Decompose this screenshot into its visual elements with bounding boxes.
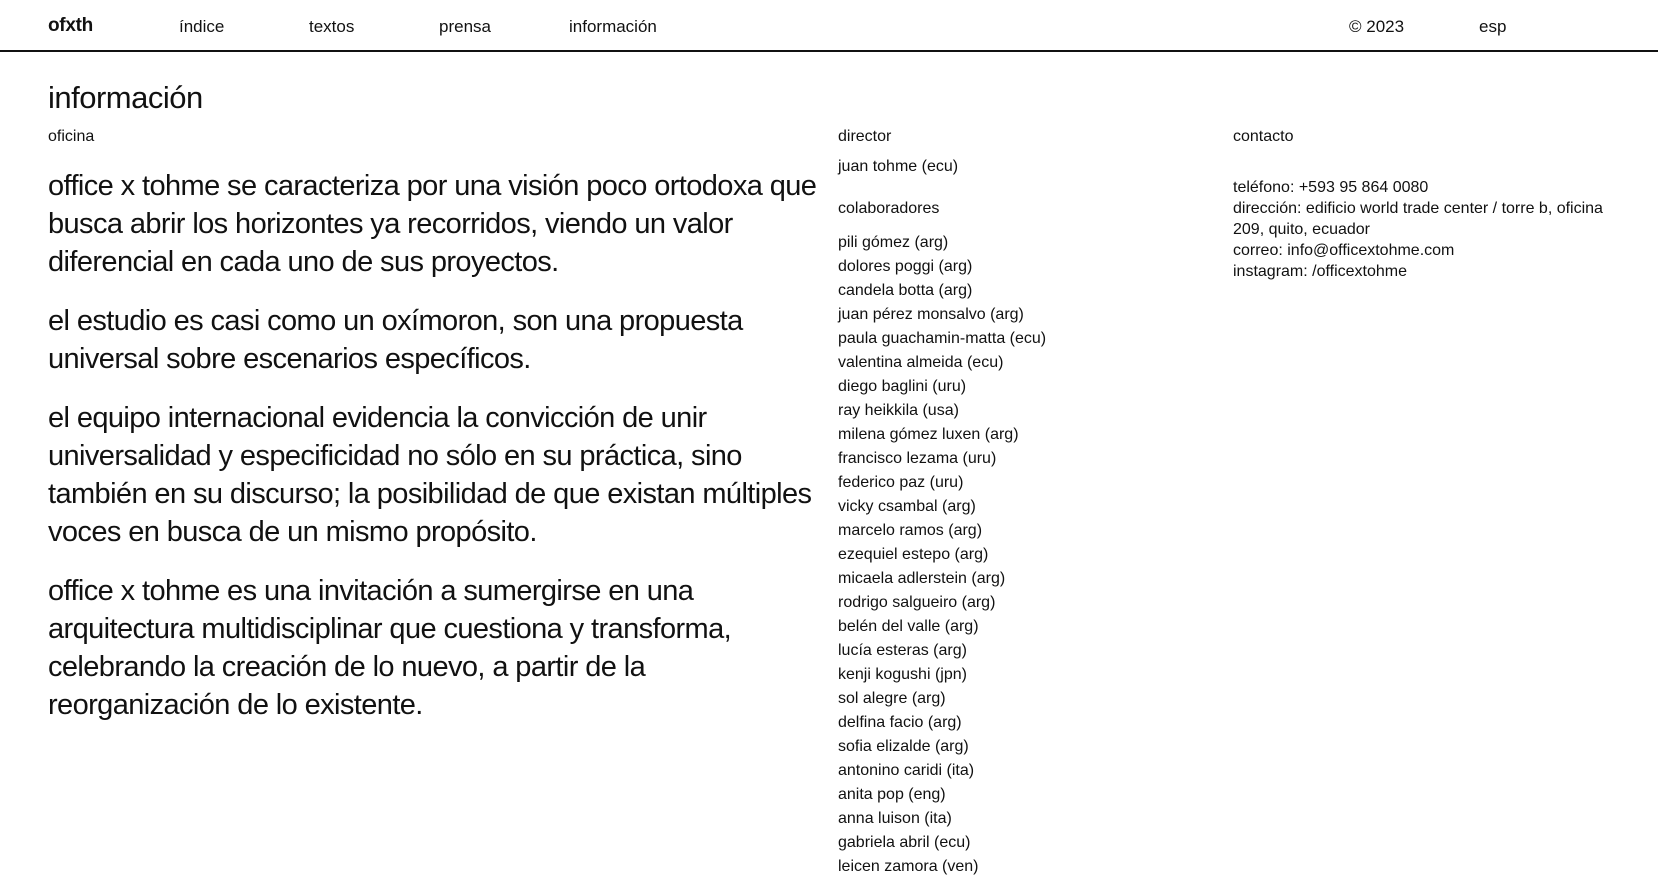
colaborador-item: ray heikkila (usa) [838,402,959,419]
colaborador-item: antonino caridi (ita) [838,762,975,779]
colaborador-item: paula guachamin-matta (ecu) [838,330,1047,347]
contact-instagram[interactable]: instagram: /officextohme [1233,263,1408,280]
contact-email[interactable]: correo: info@officextohme.com [1233,242,1455,259]
contact-address: dirección: edificio world trade center / torre b, oficina 209, quito, ecuador [1233,200,1603,238]
nav-item-textos[interactable]: textos [309,17,355,36]
logo-link[interactable]: ofxth [48,15,93,36]
oficina-label: oficina [48,128,95,145]
colaborador-item: vicky csambal (arg) [838,498,976,515]
colaborador-item: rodrigo salgueiro (arg) [838,594,996,611]
colaborador-item: ezequiel estepo (arg) [838,546,989,563]
colaborador-item: diego baglini (uru) [838,378,967,395]
oficina-description [48,167,828,745]
colaborador-item: belén del valle (arg) [838,618,979,635]
colaborador-item: valentina almeida (ecu) [838,354,1004,371]
nav-item-indice[interactable]: índice [179,17,225,36]
colaborador-item: sol alegre (arg) [838,690,946,707]
nav-item-prensa[interactable]: prensa [439,17,491,36]
colaborador-item: federico paz (uru) [838,474,964,491]
director-name: juan tohme (ecu) [838,158,959,175]
colaborador-item: juan pérez monsalvo (arg) [838,306,1024,323]
colaborador-item: delfina facio (arg) [838,714,962,731]
contact-details [1233,177,1633,282]
colaborador-item: gabriela abril (ecu) [838,834,971,851]
director-label: director [838,128,892,145]
colaborador-item: pili gómez (arg) [838,234,949,251]
copyright-text: © 2023 [1349,17,1405,36]
colaborador-item: leicen zamora (ven) [838,858,979,875]
colaborador-item: anna luison (ita) [838,810,952,827]
colaborador-item: sofia elizalde (arg) [838,738,969,755]
oficina-paragraph: office x tohme es una invitación a sumergirse en una arquitectura multidisciplinar que cuestiona y transforma, celebrando la creación de lo nuevo, a partir de la reorganización de lo existente. [48,575,732,721]
colaborador-item: milena gómez luxen (arg) [838,426,1019,443]
colaborador-item: kenji kogushi (jpn) [838,666,967,683]
colaborador-item: francisco lezama (uru) [838,450,997,467]
language-switch[interactable]: esp [1479,17,1507,36]
contacto-label: contacto [1233,128,1294,145]
colaboradores-list [838,231,1046,879]
colaborador-item: candela botta (arg) [838,282,973,299]
oficina-paragraph: el equipo internacional evidencia la convicción de unir universalidad y especificidad no sólo en su práctica, sino también en su discurso; la posibilidad de que existan múltiples voces en busca de un mismo propósito. [48,402,812,548]
colaborador-item: anita pop (eng) [838,786,946,803]
colaborador-item: lucía esteras (arg) [838,642,967,659]
colaboradores-label: colaboradores [838,200,940,217]
colaborador-item: micaela adlerstein (arg) [838,570,1006,587]
nav-item-informacion[interactable]: información [569,17,657,36]
colaborador-item: marcelo ramos (arg) [838,522,983,539]
top-navigation-bar [0,0,1658,52]
oficina-paragraph: office x tohme se caracteriza por una visión poco ortodoxa que busca abrir los horizontes ya recorridos, viendo un valor diferencial en cada uno de sus proyectos. [48,170,817,278]
colaborador-item: dolores poggi (arg) [838,258,973,275]
page-title: información [48,80,203,115]
contact-phone[interactable]: teléfono: +593 95 864 0080 [1233,179,1429,196]
oficina-paragraph: el estudio es casi como un oxímoron, son una propuesta universal sobre escenarios específicos. [48,305,743,375]
